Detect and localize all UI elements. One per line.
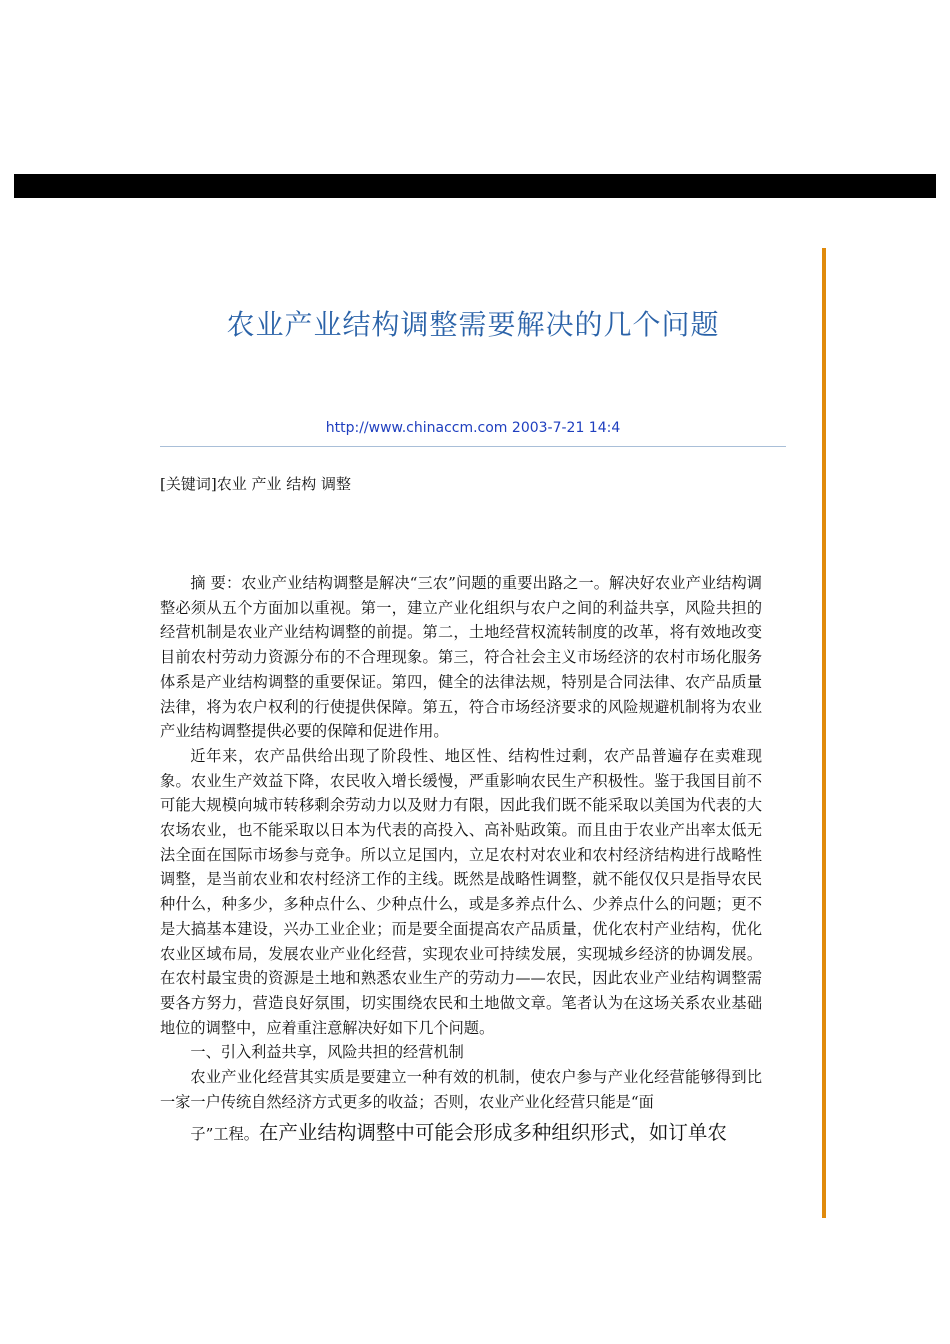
source-link[interactable]: http://www.chinaccm.com bbox=[325, 420, 508, 436]
paragraph-3-large-text: 在产业结构调整中可能会形成多种组织形式，如订单农 bbox=[258, 1121, 727, 1145]
orange-side-rule bbox=[822, 248, 826, 1218]
article-source bbox=[160, 418, 786, 438]
abstract-paragraph: 摘 要：农业产业结构调整是解决“三农”问题的重要出路之一。解决好农业产业结构调整必须从五个方面加以重视。第一，建立产业化组织与农户之间的利益共享，风险共担的经营机制是农业产业结构调整的前提。第二，土地经营权流转制度的改革，将有效地改变目前农村劳动力资源分布的不合理现象。第三，符合社会主义市场经济的农村市场化服务体系是产业结构调整的重要保证。第四，健全的法律法规，特别是合同法律、农产品质量法律，将为农户权利的行使提供保障。第五，符合市场经济要求的风险规避机制将为农业产业结构调整提供必要的保障和促进作用。 bbox=[160, 574, 762, 741]
header-black-bar bbox=[14, 174, 936, 198]
title-divider bbox=[160, 446, 786, 447]
section-heading-1: 一、引入利益共享，风险共担的经营机制 bbox=[190, 1043, 464, 1062]
publish-date: 2003-7-21 14:4 bbox=[511, 420, 621, 436]
keywords-line: [关键词]农业 产业 结构 调整 bbox=[160, 475, 352, 493]
article-body bbox=[160, 571, 762, 1148]
body-paragraph-2: 农业产业化经营其实质是要建立一种有效的机制，使农户参与产业化经营能够得到比一家一户传统自然经济方式更多的收益；否则，农业产业化经营只能是“面 bbox=[160, 1068, 762, 1111]
paragraph-3-small-text: 子”工程。 bbox=[190, 1125, 259, 1144]
body-paragraph-3 bbox=[160, 1119, 762, 1148]
body-paragraph-intro: 近年来，农产品供给出现了阶段性、地区性、结构性过剩，农产品普遍存在卖难现象。农业生产效益下降，农民收入增长缓慢，严重影响农民生产积极性。鉴于我国目前不可能大规模向城市转移剩余劳动力以及财力有限，因此我们既不能采取以美国为代表的大农场农业，也不能采取以日本为代表的高投入、高补贴政策。而且由于农业产出率太低无法全面在国际市场参与竞争。所以立足国内，立足农村对农业和农村经济结构进行战略性调整，是当前农业和农村经济工作的主线。既然是战略性调整，就不能仅仅只是指导农民种什么，种多少，多种点什么、少种点什么，或是多养点什么、少养点什么的问题；更不是大搞基本建设，兴办工业企业；而是要全面提高农产品质量，优化农村产业结构，优化农业区域布局，发展农业产业化经营，实现农业可持续发展，实现城乡经济的协调发展。在农村最宝贵的资源是土地和熟悉农业生产的劳动力——农民，因此农业产业结构调整需要各方努力，营造良好氛围，切实围绕农民和土地做文章。笔者认为在这场关系农业基础地位的调整中，应着重注意解决好如下几个问题。 bbox=[160, 746, 762, 1037]
article-title: 农业产业结构调整需要解决的几个问题 bbox=[226, 308, 720, 341]
